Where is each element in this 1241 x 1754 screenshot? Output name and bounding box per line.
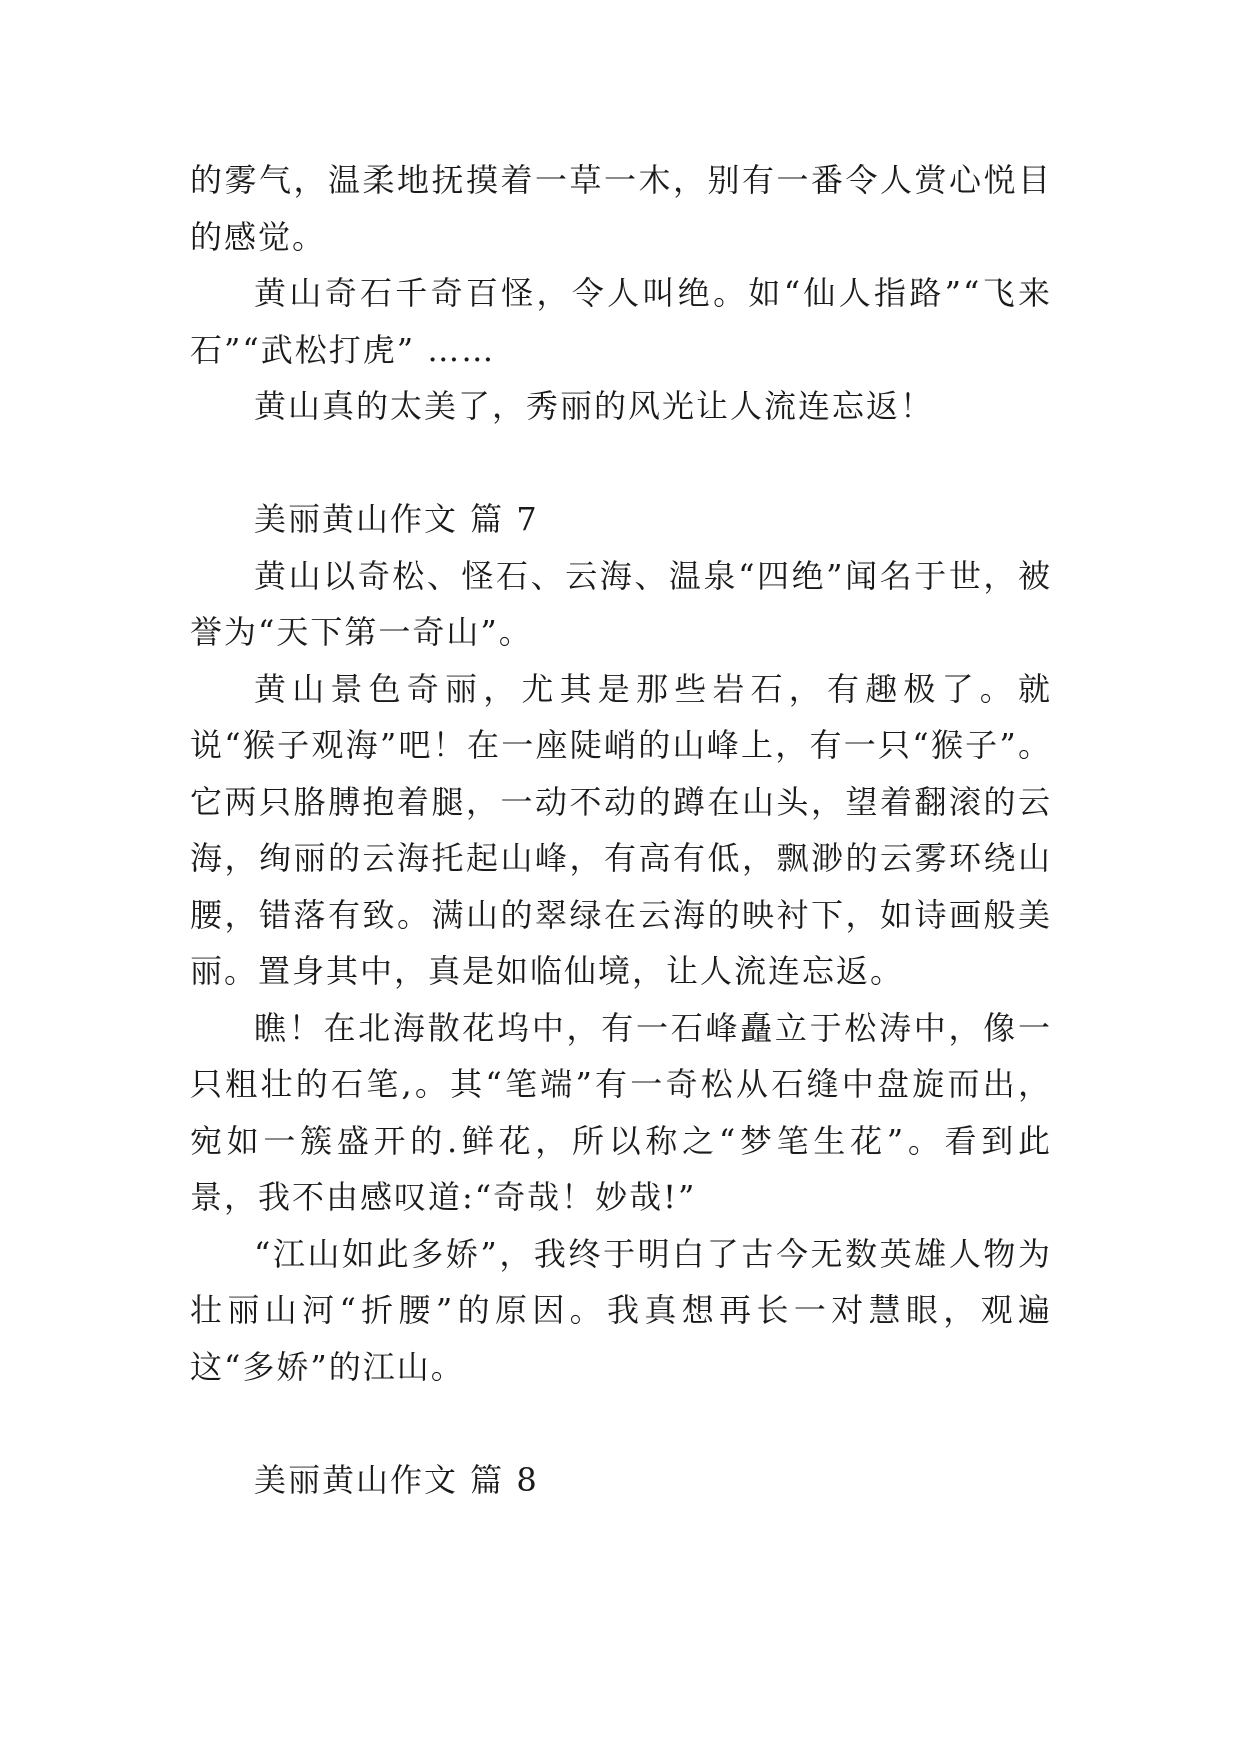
paragraph-7-3: 瞧！在北海散花坞中，有一石峰矗立于松涛中，像一只粗壮的石笔,。其“笔端”有一奇松从石缝中盘旋而出，宛如一簇盛开的.鲜花，所以称之“梦笔生花”。看到此景，我不由感叹道:“奇哉！妙哉!”	[190, 1008, 1052, 1216]
paragraph-rocks: 黄山奇石千奇百怪，令人叫绝。如“仙人指路”“飞来石”“武松打虎” ……	[190, 274, 1052, 369]
section-gap	[190, 435, 1052, 492]
paragraph-fragment: 的雾气，温柔地抚摸着一草一木，别有一番令人赏心悦目的感觉。	[190, 161, 1052, 256]
paragraph-7-2: 黄山景色奇丽，尤其是那些岩石，有趣极了。就说“猴子观海”吧！在一座陡峭的山峰上，有一只“猴子”。它两只胳膊抱着腿，一动不动的蹲在山头，望着翻滚的云海，绚丽的云海托起山峰，有高有低，飘渺的云雾环绕山腰，错落有致。满山的翠绿在云海的映衬下，如诗画般美丽。置身其中，真是如临仙境，让人流连忘返。	[190, 669, 1052, 990]
section-gap	[190, 1395, 1052, 1452]
document-page	[190, 152, 1052, 1508]
paragraph-7-4: “江山如此多娇”，我终于明白了古今无数英雄人物为壮丽山河“折腰”的原因。我真想再长一对慧眼，观遍这“多娇”的江山。	[190, 1234, 1052, 1386]
paragraph-closing: 黄山真的太美了，秀丽的风光让人流连忘返！	[254, 387, 935, 425]
section-heading-7: 美丽黄山作文 篇 7	[254, 500, 539, 538]
paragraph-7-1: 黄山以奇松、怪石、云海、温泉“四绝”闻名于世，被誉为“天下第一奇山”。	[190, 556, 1052, 651]
section-heading-8: 美丽黄山作文 篇 8	[254, 1460, 539, 1499]
